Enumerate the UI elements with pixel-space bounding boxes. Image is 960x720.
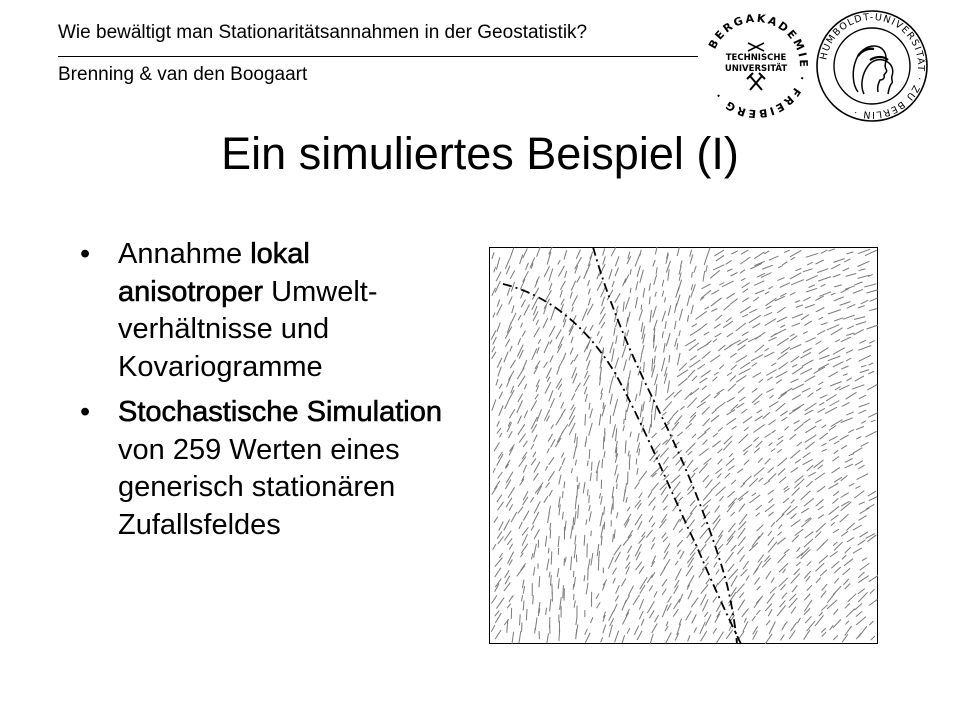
orientation-dash <box>573 584 574 590</box>
orientation-dash <box>539 576 540 587</box>
bullet-emphasis: lokal anisotroper <box>118 238 310 308</box>
humboldt-university-seal <box>814 8 930 124</box>
orientation-dash <box>573 571 574 577</box>
orientation-dash <box>610 416 611 424</box>
orientation-dash <box>526 609 527 620</box>
orientation-dash <box>589 495 590 503</box>
orientation-dash <box>604 432 605 442</box>
bullet-text-part: Annahme <box>118 238 251 270</box>
header-authors: Brenning & van den Boogaart <box>58 64 308 85</box>
orientation-dash <box>617 484 618 489</box>
bullet-text-part: Umwelt-verhältnisse und Kovariogramme <box>118 275 378 383</box>
figure-frame <box>490 248 878 644</box>
humboldt-portraits-icon <box>853 46 893 94</box>
orientation-dash <box>603 437 604 450</box>
orientation-dash <box>585 442 586 447</box>
orientation-dash <box>602 459 603 468</box>
orientation-dash <box>651 414 652 427</box>
anisotropy-field-figure <box>489 247 878 644</box>
orientation-dash <box>548 548 549 554</box>
orientation-dash <box>604 522 605 530</box>
tu-freiberg-logo <box>700 10 812 122</box>
orientation-dash <box>585 414 586 426</box>
header-title: Wie bewältigt man Stationaritätsannahmen in der Geostatistik? <box>58 22 588 43</box>
orientation-dash <box>692 272 693 278</box>
bullet-text-part: von 259 Werten eines generisch stationären Zufallsfeldes <box>118 433 400 541</box>
humboldt-ring-text: HUMBOLDT-UNIVERSITÄT · ZU BERLIN · <box>818 11 927 121</box>
crossed-tools-icon <box>748 43 764 51</box>
freiberg-center-line2: UNIVERSITÄT <box>724 64 788 74</box>
freiberg-ring-text: BERGAKADEMIE · FREIBERG · <box>706 11 811 121</box>
orientation-dash <box>564 482 565 489</box>
orientation-dash <box>641 305 642 310</box>
orientation-dash <box>592 462 593 471</box>
orientation-dash <box>579 483 580 489</box>
orientation-dash <box>563 491 564 498</box>
orientation-dash <box>533 595 534 604</box>
orientation-dash <box>598 559 599 570</box>
freiberg-center-line1: TECHNISCHE <box>725 53 787 63</box>
hammer-and-pick-icon <box>747 73 765 90</box>
orientation-dash <box>563 585 564 598</box>
orientation-dash <box>589 449 590 459</box>
orientation-dash <box>636 459 637 465</box>
bullet-list <box>80 236 460 552</box>
orientation-dash <box>624 419 625 425</box>
header-divider <box>58 56 698 57</box>
orientation-dash <box>586 436 587 442</box>
slide-title: Ein simuliertes Beispiel (I) <box>221 128 739 179</box>
orientation-dash <box>577 437 578 448</box>
orientation-dash <box>550 523 551 530</box>
bullet-item <box>80 236 460 386</box>
bullet-mark: • <box>80 238 91 270</box>
orientation-dash <box>584 535 585 546</box>
orientation-dash <box>551 552 552 565</box>
bullet-item <box>80 394 460 544</box>
bullet-emphasis: Stochastische Simulation <box>118 396 442 428</box>
bullet-mark: • <box>80 396 91 428</box>
orientation-dash <box>520 614 521 625</box>
orientation-dash <box>591 531 592 537</box>
